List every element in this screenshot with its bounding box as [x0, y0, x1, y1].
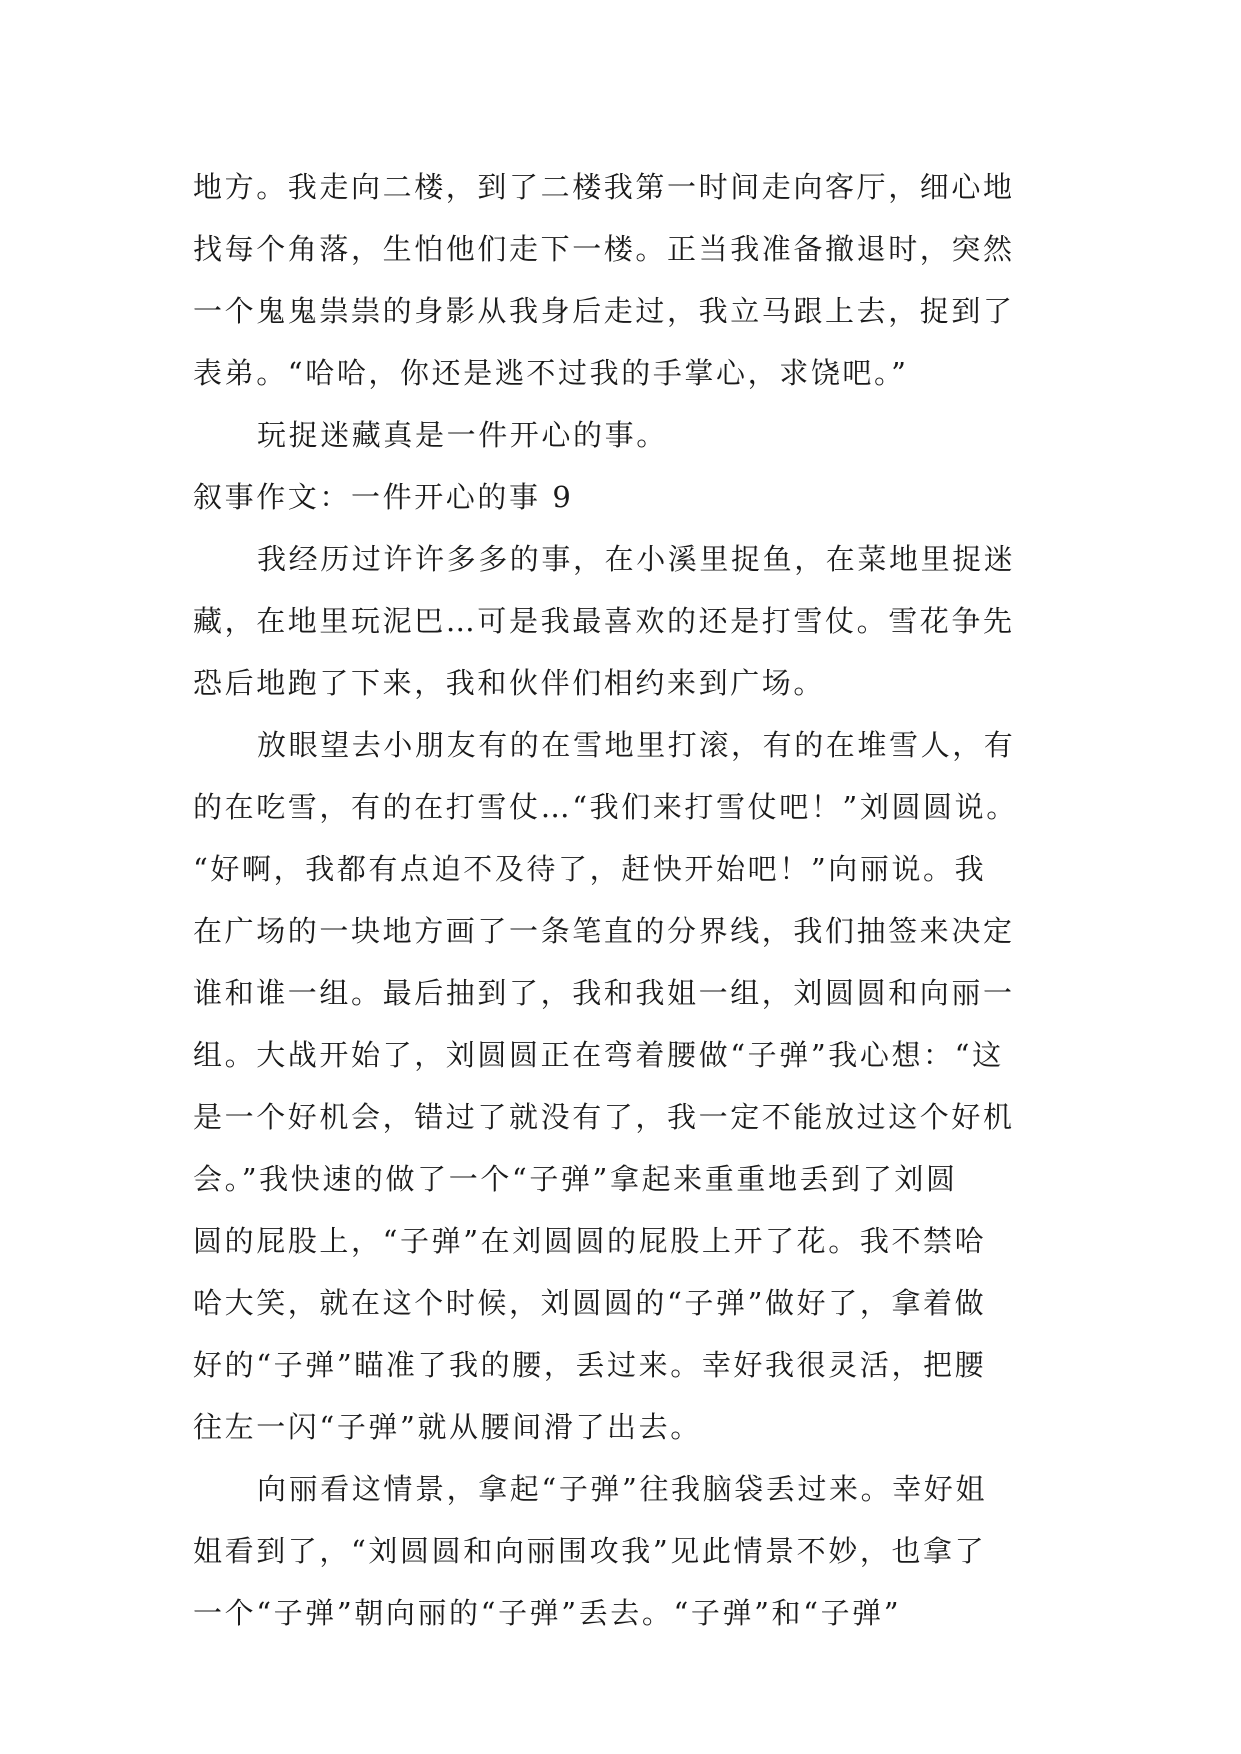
text-line: 恐后地跑了下来，我和伙伴们相约来到广场。 [193, 666, 826, 700]
text-line: 一个鬼鬼祟祟的身影从我身后走过，我立马跟上去，捉到了 [193, 294, 1015, 328]
text-line: “好啊，我都有点迫不及待了，赶快开始吧！”向丽说。我 [193, 852, 987, 886]
text-line: 地方。我走向二楼，到了二楼我第一时间走向客厅，细心地 [193, 170, 1015, 204]
paragraph-line: 玩捉迷藏真是一件开心的事。 [257, 418, 668, 452]
text-line: 往左一闪“子弹”就从腰间滑了出去。 [193, 1410, 702, 1444]
text-line: 好的“子弹”瞄准了我的腰，丢过来。幸好我很灵活，把腰 [193, 1348, 987, 1382]
section-heading: 叙事作文：一件开心的事 9 [193, 480, 574, 514]
text-line: 的在吃雪，有的在打雪仗…“我们来打雪仗吧！”刘圆圆说。 [193, 790, 1018, 824]
text-line: 找每个角落，生怕他们走下一楼。正当我准备撤退时，突然 [193, 232, 1015, 266]
paragraph-line: 我经历过许许多多的事，在小溪里捉鱼，在菜地里捉迷 [257, 542, 1016, 576]
text-line: 在广场的一块地方画了一条笔直的分界线，我们抽签来决定 [193, 914, 1015, 948]
text-line: 组。大战开始了，刘圆圆正在弯着腰做“子弹”我心想：“这 [193, 1038, 1004, 1072]
text-line: 姐看到了，“刘圆圆和向丽围攻我”见此情景不妙，也拿了 [193, 1534, 987, 1568]
text-line: 藏，在地里玩泥巴…可是我最喜欢的还是打雪仗。雪花争先 [193, 604, 1015, 638]
text-line: 哈大笑，就在这个时候，刘圆圆的“子弹”做好了，拿着做 [193, 1286, 987, 1320]
text-line: 表弟。“哈哈，你还是逃不过我的手掌心，求饶吧。” [193, 356, 909, 390]
paragraph-line: 向丽看这情景，拿起“子弹”往我脑袋丢过来。幸好姐 [257, 1472, 988, 1506]
text-line: 谁和谁一组。最后抽到了，我和我姐一组，刘圆圆和向丽一 [193, 976, 1015, 1010]
text-line: 会。”我快速的做了一个“子弹”拿起来重重地丢到了刘圆 [193, 1162, 958, 1196]
text-line: 是一个好机会，错过了就没有了，我一定不能放过这个好机 [193, 1100, 1015, 1134]
text-line: 一个“子弹”朝向丽的“子弹”丢去。“子弹”和“子弹” [193, 1596, 902, 1630]
text-line: 圆的屁股上，“子弹”在刘圆圆的屁股上开了花。我不禁哈 [193, 1224, 987, 1258]
paragraph-line: 放眼望去小朋友有的在雪地里打滚，有的在堆雪人，有 [257, 728, 1016, 762]
